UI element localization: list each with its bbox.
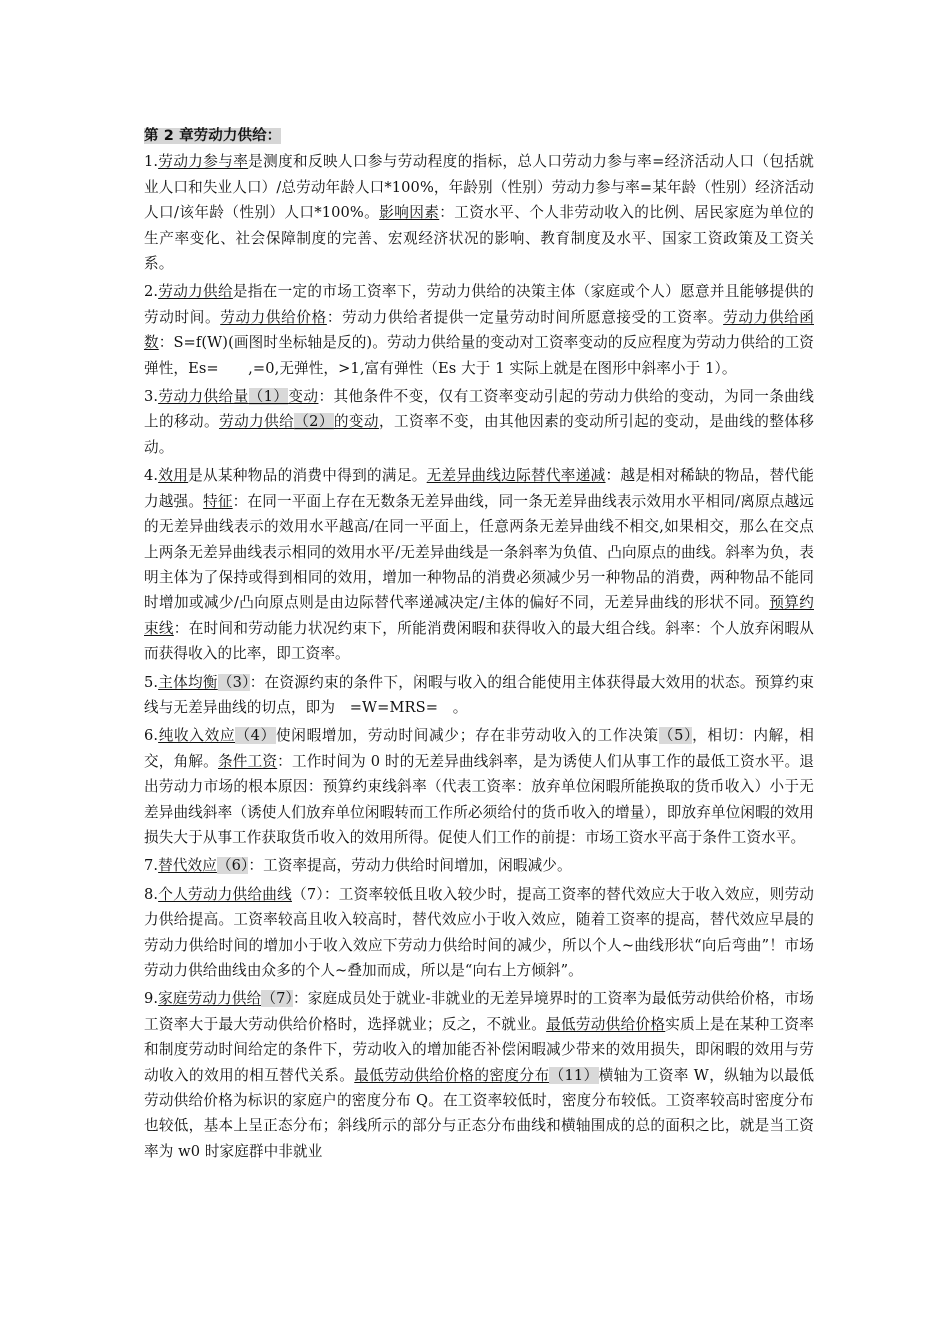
- text-run: （3）: [217, 673, 250, 691]
- term: 效用: [158, 467, 189, 485]
- text-run: 2.: [144, 283, 159, 301]
- text-run: （4）: [235, 727, 276, 745]
- term: 影响因素: [379, 204, 440, 222]
- text-run: 横轴为工资率 W，纵轴为以最低劳动供给价格为标识的家庭户的密度分布 Q。在工资率较低时，密度分布较低。工资率较高时密度分布也较低，基本上呈正态分布；斜线所示的部分与正态分布曲线和横轴围成的总的面积之比，就是当工资率为 w0 时家庭群中非就业: [144, 1066, 815, 1160]
- term: 劳动力供给函数: [144, 308, 814, 352]
- text-run: 4.: [144, 467, 159, 485]
- term: 预算约束线: [144, 594, 814, 637]
- paragraph-1: [144, 149, 814, 276]
- term: 特征: [203, 492, 233, 510]
- text-run: 是指在一定的市场工资率下，劳动力供给的决策主体（家庭或个人）愿意并且能够提供的劳动时间。: [144, 283, 814, 326]
- text-run: 实质上是在某种工资率和制度劳动时间给定的条件下，劳动收入的增加能否补偿闲暇减少带来的效用损失，即闲暇的效用与劳动收入的效用的相互替代关系。: [144, 1015, 814, 1084]
- text-run: 是测度和反映人口参与劳动程度的指标，总人口劳动力参与率=经济活动人口（包括就业人口和失业人口）/总劳动年龄人口*100%，年龄别（性别）劳动力参与率=某年龄（性别）经济活动人口/该年龄（性别）人口*100%。: [144, 153, 814, 222]
- term: 最低劳动供给价格: [546, 1015, 666, 1033]
- text-run: ：S=f(W)(画图时坐标轴是反的)。劳动力供给量的变动对工资率变动的反应程度为劳动力供给的工资弹性，Es= ,=0,无弹性，>1,富有弹性（Es 大于 1 实际上就是在图形中斜率小于 1）。: [144, 334, 814, 377]
- paragraph-7: [144, 853, 814, 878]
- text-run: （5）: [658, 727, 693, 745]
- term: 最低劳动供给价格的密度分布: [354, 1066, 550, 1084]
- term: （2）: [294, 413, 334, 431]
- term: 无差异曲线边际替代率递减: [426, 467, 606, 485]
- term: 劳动力供给: [219, 413, 295, 431]
- chapter-title: [144, 124, 814, 149]
- paragraph-6: [144, 723, 814, 850]
- paragraph-4: [144, 463, 814, 666]
- paragraph-5: [144, 670, 814, 721]
- text-run: ：越是相对稀缺的物品，替代能力越强。: [144, 467, 815, 510]
- text-run: 8.: [144, 885, 159, 903]
- term: 家庭劳动力供给: [158, 990, 262, 1008]
- text-run: ：工资水平、个人非劳动收入的比例、居民家庭为单位的生产率变化、社会保障制度的完善、宏观经济状况的影响、教育制度及水平、国家工资政策及工资关系。: [144, 204, 814, 273]
- term: 劳动力供给: [158, 283, 233, 301]
- term: 的变动: [333, 413, 379, 431]
- text-run: ：劳动力供给者提供一定量劳动时间所愿意接受的工资率。: [326, 308, 724, 326]
- text-run: 3.: [144, 388, 159, 406]
- text-run: （7）: [261, 990, 293, 1008]
- text-run: ：工作时间为 0 时的无差异曲线斜率，是为诱使人们从事工作的最低工资水平。退出劳动力市场的根本原因：预算约束线斜率（代表工资率：放弃单位闲暇所能换取的货币收入）小于无差异曲线斜率（诱使人们放弃单位闲暇转而工作所必须给付的货币收入的增量），即放弃单位闲暇的效用损失大于从事工作获取货币收入的效用所得。促使人们工作的前提：市场工资水平高于条件工资水平。: [144, 752, 814, 846]
- document-body: [144, 149, 814, 1164]
- term: 劳动力参与率: [158, 153, 249, 171]
- text-run: 1.: [144, 153, 159, 171]
- text-run: ：工资率提高，劳动力供给时间增加，闲暇减少。: [248, 857, 572, 875]
- text-run: ：其他条件不变，仅有工资率变动引起的劳动力供给的变动，为同一条曲线上的移动。: [144, 388, 815, 431]
- text-run: （7）：工资率较低且收入较少时，提高工资率的替代效应大于收入效应，则劳动力供给提高。工资率较高且收入较高时，替代效应小于收入效应，随着工资率的提高，替代效应早晨的劳动力供给时间的增加小于收入效应下劳动力供给时间的减少，所以个人~曲线形状“向后弯曲”！市场劳动力供给曲线由众多的个人~叠加而成，所以是“向右上方倾斜”。: [144, 885, 814, 979]
- term: 劳动力供给量: [158, 388, 249, 406]
- text-run: ，相切：内解，相交，角解。: [144, 727, 814, 770]
- paragraph-3: [144, 384, 814, 460]
- term: 纯收入效应: [158, 727, 236, 745]
- term: 条件工资: [217, 752, 278, 770]
- document-page: [144, 124, 814, 1167]
- term: 替代效应: [158, 857, 217, 875]
- paragraph-8: [144, 882, 814, 984]
- text-run: 5.: [144, 673, 159, 691]
- text-run: 9.: [144, 990, 159, 1008]
- text-run: 是从某种物品的消费中得到的满足。: [188, 467, 427, 485]
- paragraph-2: [144, 279, 814, 381]
- text-run: ：在时间和劳动能力状况约束下，所能消费闲暇和获得收入的最大组合线。斜率：个人放弃闲暇从而获得收入的比率，即工资率。: [144, 619, 814, 663]
- term: 劳动力供给价格: [220, 308, 327, 326]
- term: （1）: [248, 388, 289, 406]
- text-run: 6.: [144, 727, 159, 745]
- text-run: 7.: [144, 857, 159, 875]
- text-run: 使闲暇增加，劳动时间减少；存在非劳动收入的工作决策: [275, 727, 659, 745]
- chapter-title-text: 第 2 章劳动力供给：: [144, 128, 282, 144]
- term: 变动: [288, 388, 319, 406]
- text-run: ：在资源约束的条件下，闲暇与收入的组合能使用主体获得最大效用的状态。预算约束线与无差异曲线的切点，即为 =W=MRS= 。: [144, 673, 815, 716]
- text-run: ：在同一平面上存在无数条无差异曲线，同一条无差异曲线表示效用水平相同/离原点越远的无差异曲线表示的效用水平越高/在同一平面上，任意两条无差异曲线不相交,如果相交，那么在交点上两条无差异曲线表示相同的效用水平/无差异曲线是一条斜率为负值、凸向原点的曲线。斜率为负，表明主体为了保持或得到相同的效用，增加一种物品的消费必须减少另一种物品的消费，两种物品不能同时增加或减少/凸向原点则是由边际替代率递减决定/主体的偏好不同，无差异曲线的形状不同。: [144, 492, 814, 612]
- text-run: ：家庭成员处于就业-非就业的无差异境界时的工资率为最低劳动供给价格，市场工资率大于最大劳动供给价格时，选择就业；反之，不就业。: [144, 990, 814, 1033]
- term: 个人劳动力供给曲线: [158, 885, 292, 903]
- text-run: （6）: [216, 857, 249, 875]
- text-run: （11）: [549, 1066, 599, 1084]
- paragraph-9: [144, 986, 814, 1164]
- term: 主体均衡: [158, 673, 218, 691]
- text-run: ，工资率不变，由其他因素的变动所引起的变动，是曲线的整体移动。: [144, 413, 814, 456]
